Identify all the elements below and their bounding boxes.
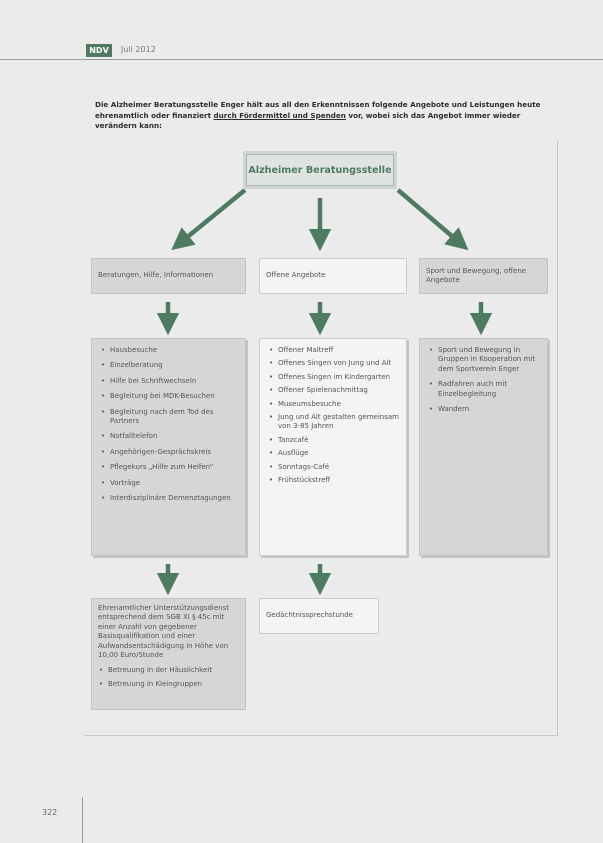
footer-rule — [82, 797, 83, 843]
list-item: • Betreuung in der Häuslichkeit — [98, 666, 239, 675]
list-item: • Jung und Alt gestalten gemeinsam von 3-85 Jahren — [268, 413, 400, 432]
list-item: • Interdisziplinäre Demenztagungen — [100, 494, 239, 503]
list-item: • Begleitung nach dem Tod des Partners — [100, 408, 239, 427]
list-item: • Vorträge — [100, 479, 239, 488]
list-item: • Frühstückstreff — [268, 476, 400, 485]
list-item: • Radfahren auch mit Einzelbegleitung — [428, 380, 541, 399]
footer-left-box — [91, 598, 246, 710]
list-item: • Notfalltelefon — [100, 432, 239, 441]
intro-text-2: vor, wobei sich das Angebot immer wieder verändern kann: — [95, 110, 521, 131]
footer-left-items — [98, 666, 239, 689]
footer-left-text: Ehrenamtlicher Unterstützungsdienst entsprechend dem SGB XI § 45c mit einer Anzahl von gegebener Basisqualifikation und einer Aufwandsentschädigung in Höhe von 10,00 Euro/Stunde — [98, 604, 229, 660]
list-item: • Tanzcafé — [268, 436, 400, 445]
root-node — [243, 151, 397, 189]
category-sport-label: Sport und Bewegung, offene Angebote — [426, 267, 527, 285]
category-offen — [259, 258, 407, 294]
list-item: • Pflegekurs „Hilfe zum Helfen“ — [100, 463, 239, 472]
list-item: • Hausbesuche — [100, 346, 239, 355]
list-item: • Betreuung in Kleingruppen — [98, 680, 239, 689]
list-item: • Offenes Singen im Kindergarten — [268, 373, 400, 382]
list-item: • Hilfe bei Schriftwechseln — [100, 377, 239, 386]
list-item: • Museumsbesuche — [268, 400, 400, 409]
list-sport-items — [420, 339, 547, 424]
footer-left-content — [92, 599, 245, 689]
issue-date: Juli 2012 — [121, 45, 156, 54]
list-item: • Einzelberatung — [100, 361, 239, 370]
list-item: • Sonntags-Café — [268, 463, 400, 472]
list-item: • Angehörigen-Gesprächskreis — [100, 448, 239, 457]
arrow-root-right — [398, 190, 460, 243]
category-beratung — [91, 258, 246, 294]
intro-underlined: durch Fördermittel und Spenden — [213, 110, 346, 120]
list-item: • Offenes Singen von Jung und Alt — [268, 359, 400, 368]
footer-middle-box — [259, 598, 379, 634]
list-beratung-items — [92, 339, 245, 513]
list-item: • Sport und Bewegung in Gruppen in Kooperation mit dem Sportverein Enger — [428, 346, 541, 374]
list-offen-items — [260, 339, 406, 493]
list-item: • Offener Maltreff — [268, 346, 400, 355]
list-item: • Wandern — [428, 405, 541, 414]
intro-text-1: Die Alzheimer Beratungsstelle Enger hält aus all den Erkenntnissen folgende Angebote und Leistungen heute ehrenamtlich oder finanziert — [95, 100, 541, 120]
journal-badge: NDV — [86, 44, 112, 57]
page-number: 322 — [42, 808, 58, 817]
root-node-label: Alzheimer Beratungsstelle — [246, 154, 394, 186]
list-beratung — [91, 338, 246, 556]
list-item: • Begleitung bei MDK-Besuchen — [100, 392, 239, 401]
list-item: • Ausflüge — [268, 449, 400, 458]
footer-middle-label: Gedächtnissprechstunde — [266, 611, 353, 619]
list-item: • Offener Spielenachmittag — [268, 386, 400, 395]
category-sport — [419, 258, 548, 294]
arrow-root-left — [180, 190, 245, 243]
list-sport — [419, 338, 548, 556]
list-offen — [259, 338, 407, 556]
category-offen-label: Offene Angebote — [266, 271, 326, 279]
category-beratung-label: Beratungen, Hilfe, Informationen — [98, 271, 214, 279]
